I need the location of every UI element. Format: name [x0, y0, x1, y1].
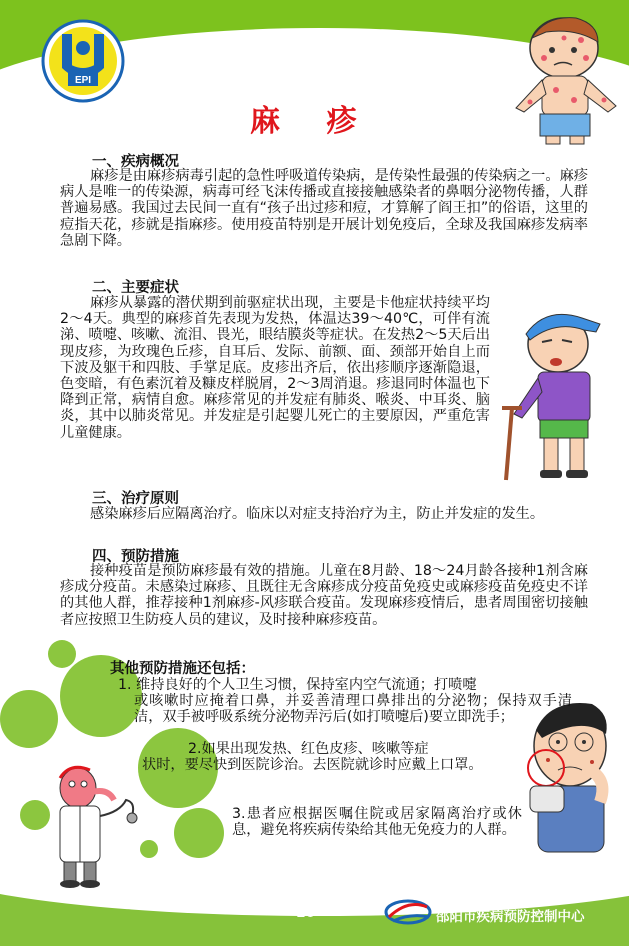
measure-item-1 [118, 677, 572, 726]
section-body-overview: 麻疹是由麻疹病毒引起的急性呼吸道传染病，是传染性最强的传染病之一。麻疹病人是唯一的传染源，病毒可经飞沫传播或直接接触感染者的鼻咽分泌物传播，人群普遍易感。我国过去民间一直有“孩子出过疹和痘，才算解了阎王扣”的俗语，这里的痘指天花，疹就是指麻疹。使用疫苗特别是开展计划免疫后，全球及我国麻疹发病率急剧下降。 [60, 168, 588, 249]
decor-circle [0, 690, 58, 748]
section-heading-treatment: 三、治疗原则 [92, 491, 179, 507]
section-heading-prevention: 四、预防措施 [92, 549, 179, 565]
epi-logo [40, 18, 126, 104]
measure-item-2-rest: 状时，要尽快到医院诊治。去医院就诊时应戴上口罩。 [142, 757, 483, 774]
sick-child-illustration [506, 10, 628, 145]
measure-item-2 [142, 741, 518, 773]
section-heading-symptoms: 二、主要症状 [92, 280, 179, 296]
section-body-prevention: 接种疫苗是预防麻疹最有效的措施。儿童在8月龄、18～24月龄各接种1剂含麻疹成分疫苗。未感染过麻疹、且既往无含麻疹成分疫苗免疫史或麻疹疫苗免疫史不详的其他人群，推荐接种1剂麻疹-风疹联合疫苗。发现麻疹疫情后，患者周围密切接触者应按照卫生防疫人员的建议，及时接种麻疹疫苗。 [60, 563, 588, 628]
measure-item-1-line1: 1. 维持良好的个人卫生习惯，保持室内空气流通；打喷嚏 [118, 677, 477, 693]
measure-item-3: 3.患者应根据医嘱住院或居家隔离治疗或休息，避免将疾病传染给其他无免疫力的人群。 [232, 806, 522, 839]
decor-circle [48, 640, 76, 668]
svg-text:EPI: EPI [74, 75, 92, 86]
cdc-logo [383, 897, 433, 927]
doctor-illustration [40, 760, 150, 890]
crutch-child-illustration [496, 296, 628, 482]
section-body-treatment: 感染麻疹后应隔离治疗。临床以对症支持治疗为主，防止并发症的发生。 [90, 506, 545, 522]
other-measures-heading: 其他预防措施还包括： [110, 661, 255, 677]
measure-item-2-line1: 2.如果出现发热、红色皮疹、咳嗽等症 [188, 741, 429, 757]
section-heading-overview: 一、疾病概况 [92, 154, 179, 170]
decor-circle [174, 808, 224, 858]
page-number: -10- [290, 905, 322, 921]
section-body-symptoms: 麻疹从暴露的潜伏期到前驱症状出现，主要是卡他症状持续平均2～4天。典型的麻疹首先表现为发热，体温达39～40℃，可伴有流涕、喷嚏、咳嗽、流泪、畏光，眼结膜炎等症状。在发热2～5天后出现皮疹，为玫瑰色丘疹，自耳后、发际、前额、面、颈部开始自上而下波及躯干和四肢、手掌足底。皮疹出齐后，依出疹顺序逐渐隐退，色变暗，有色素沉着及糠皮样脱屑，2～3周消退。疹退同时体温也下降到正常，病情自愈。麻疹常见的并发症有肺炎、喉炎、中耳炎、脑炎，其中以肺炎常见。并发症是引起婴儿死亡的主要原因，严重危害儿童健康。 [60, 295, 490, 441]
page-title: 麻 疹 [250, 104, 375, 139]
organization-name: 邵阳市疾病预防控制中心 [436, 909, 585, 925]
measure-item-1-rest: 或咳嗽时应掩着口鼻，并妥善清理口鼻排出的分泌物；保持双手清洁，双手被呼吸系统分泌物弄污后(如打喷嚏后)要立即洗手； [134, 693, 572, 726]
